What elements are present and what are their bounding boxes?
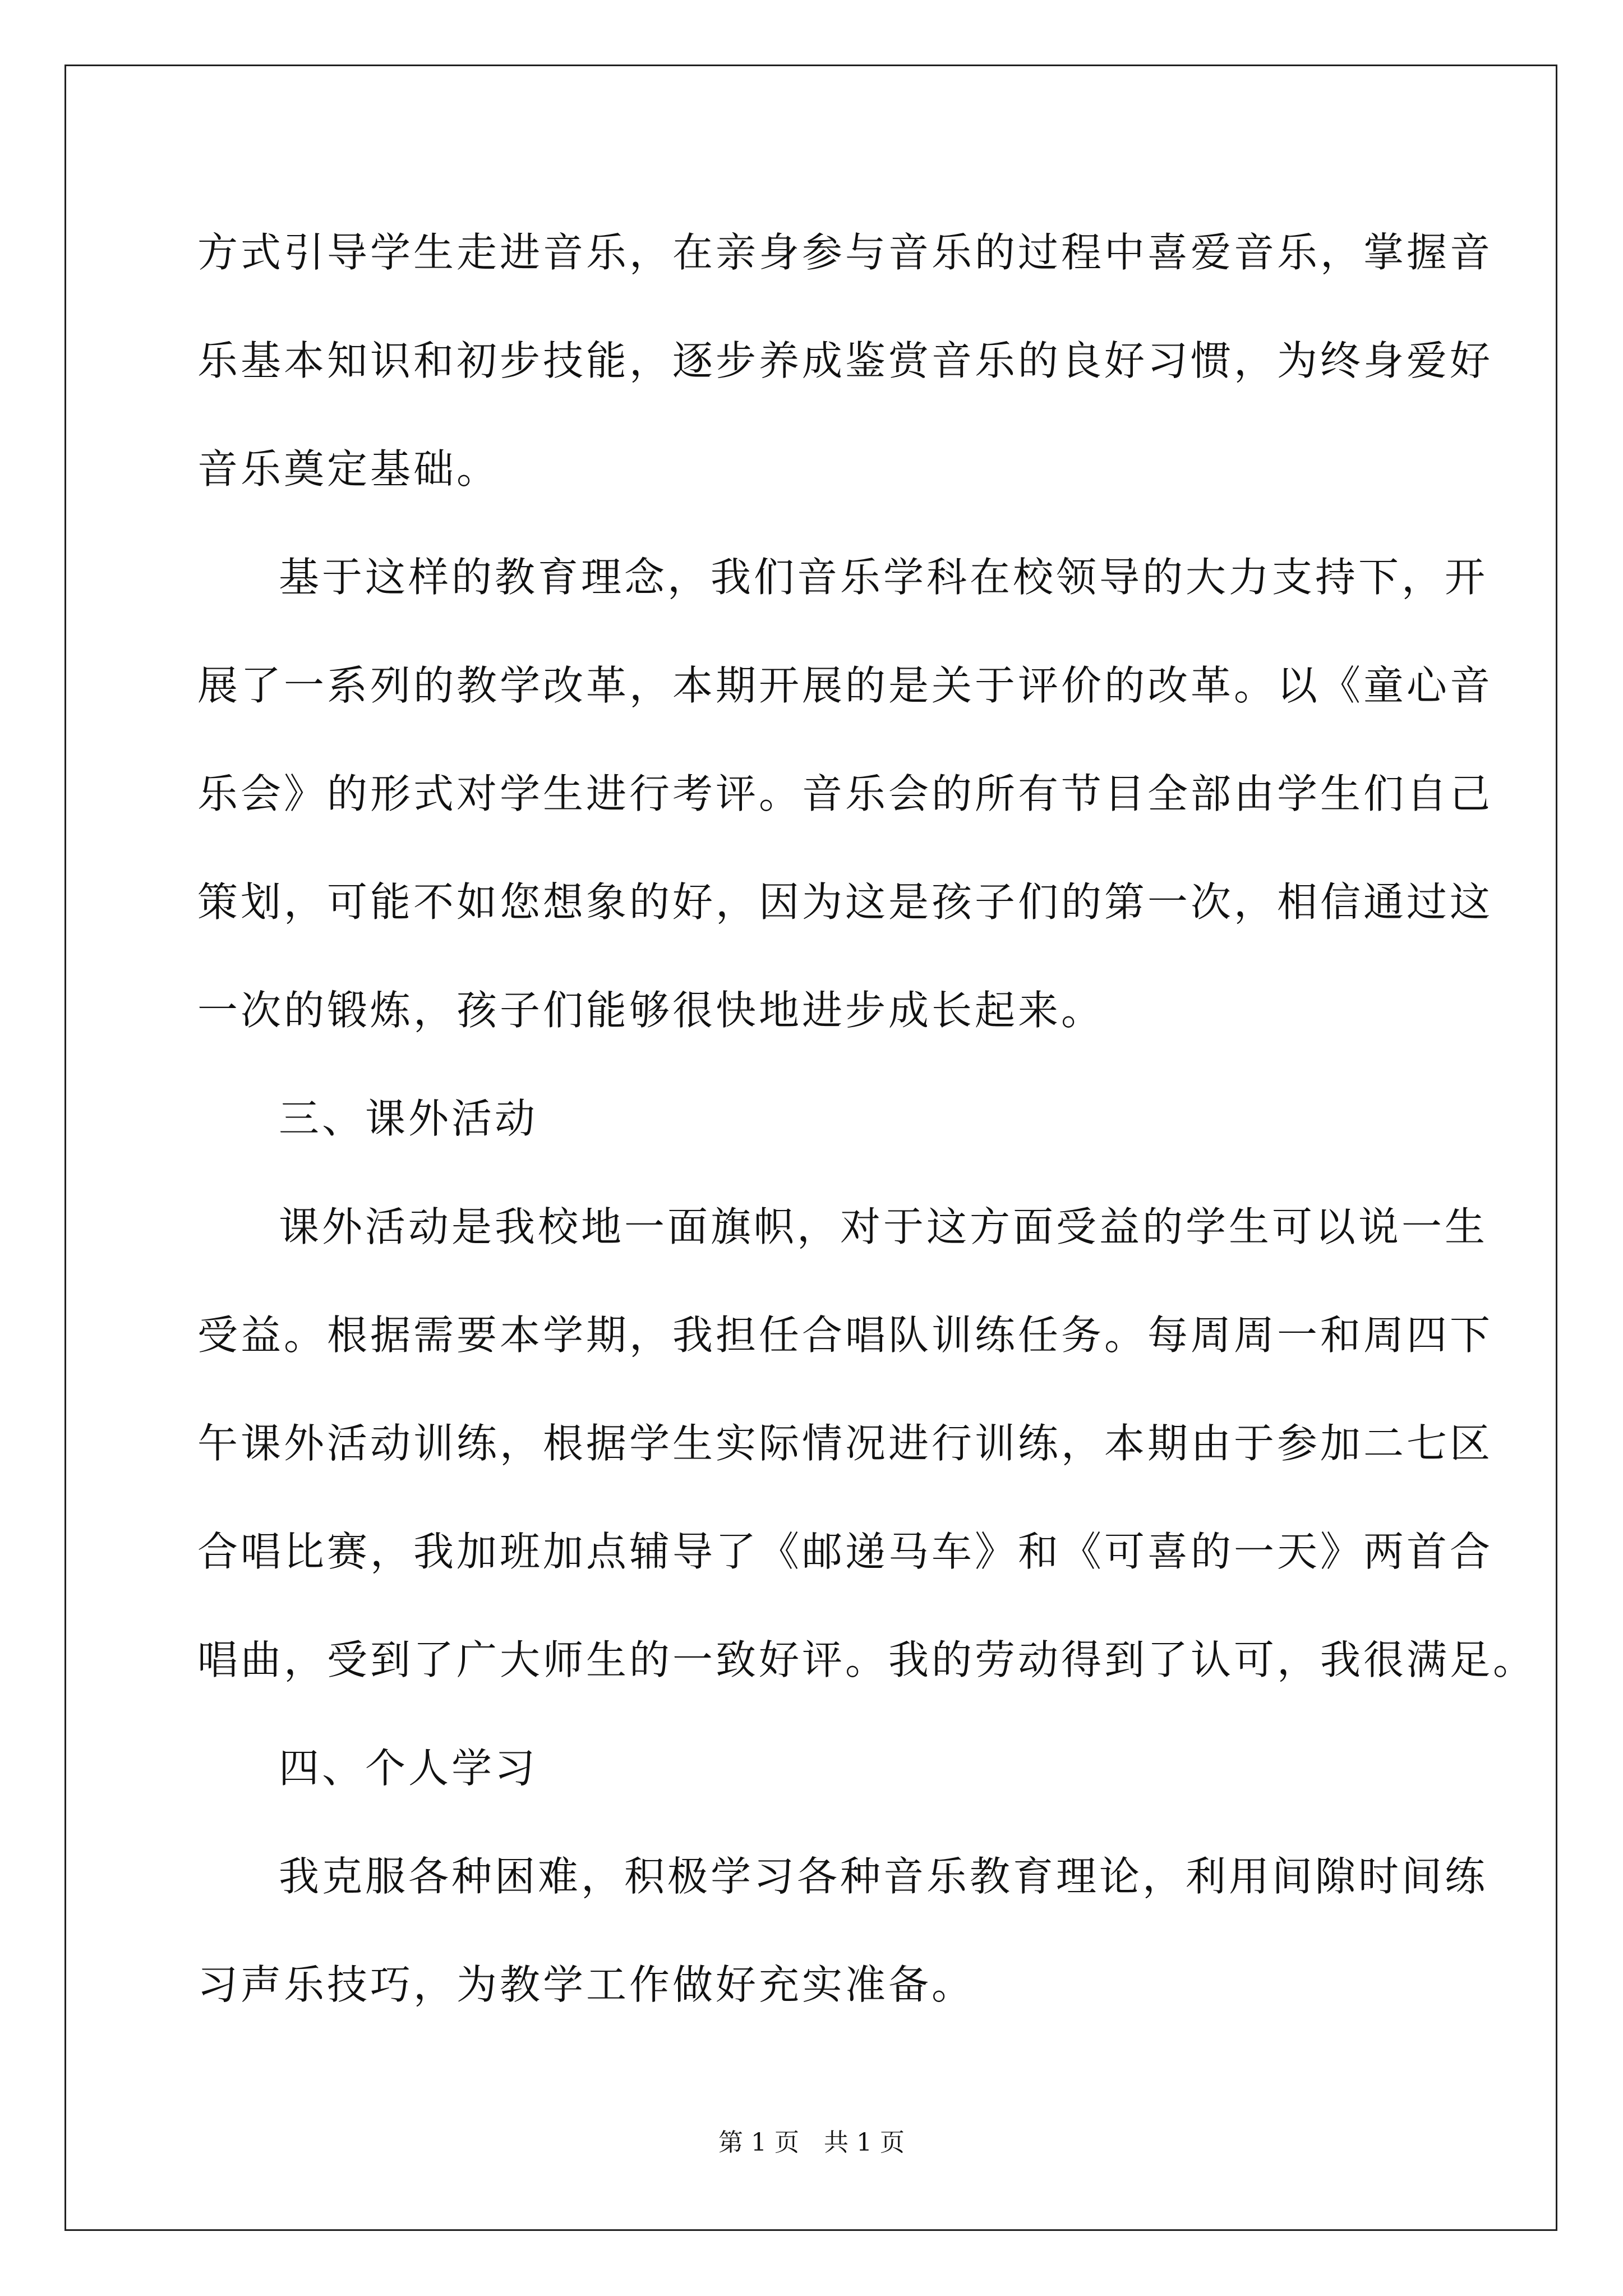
paragraph-line: 一次的锻炼，孩子们能够很快地进步成长起来。 (197, 987, 1105, 1034)
section-heading: 三、课外活动 (279, 1095, 538, 1142)
paragraph-line: 乐基本知识和初步技能，逐步养成鉴赏音乐的良好习惯，为终身爱好 (197, 337, 1493, 384)
paragraph-line: 方式引导学生走进音乐，在亲身参与音乐的过程中喜爱音乐，掌握音 (197, 229, 1493, 276)
paragraph-line: 合唱比赛，我加班加点辅导了《邮递马车》和《可喜的一天》两首合 (197, 1528, 1493, 1575)
paragraph-line: 我克服各种困难，积极学习各种音乐教育理论，利用间隙时间练 (279, 1853, 1488, 1900)
paragraph-line: 基于这样的教育理念，我们音乐学科在校领导的大力支持下，开 (279, 554, 1488, 601)
paragraph-line: 策划，可能不如您想象的好，因为这是孩子们的第一次，相信通过这 (197, 878, 1493, 926)
page-border (64, 65, 1557, 2231)
paragraph-line: 乐会》的形式对学生进行考评。音乐会的所有节目全部由学生们自己 (197, 770, 1493, 817)
paragraph-line: 习声乐技巧，为教学工作做好充实准备。 (197, 1961, 975, 2008)
paragraph-line: 展了一系列的教学改革，本期开展的是关于评价的改革。以《童心音 (197, 662, 1493, 709)
paragraph-line: 音乐奠定基础。 (197, 445, 500, 493)
page-number-footer: 第 1 页 共 1 页 (718, 2128, 905, 2157)
paragraph-line: 课外活动是我校地一面旗帜，对于这方面受益的学生可以说一生 (279, 1203, 1488, 1250)
paragraph-line: 唱曲，受到了广大师生的一致好评。我的劳动得到了认可，我很满足。 (197, 1636, 1537, 1683)
paragraph-line: 午课外活动训练，根据学生实际情况进行训练，本期由于参加二七区 (197, 1420, 1493, 1467)
paragraph-line: 受益。根据需要本学期，我担任合唱队训练任务。每周周一和周四下 (197, 1312, 1493, 1359)
section-heading: 四、个人学习 (279, 1745, 538, 1792)
